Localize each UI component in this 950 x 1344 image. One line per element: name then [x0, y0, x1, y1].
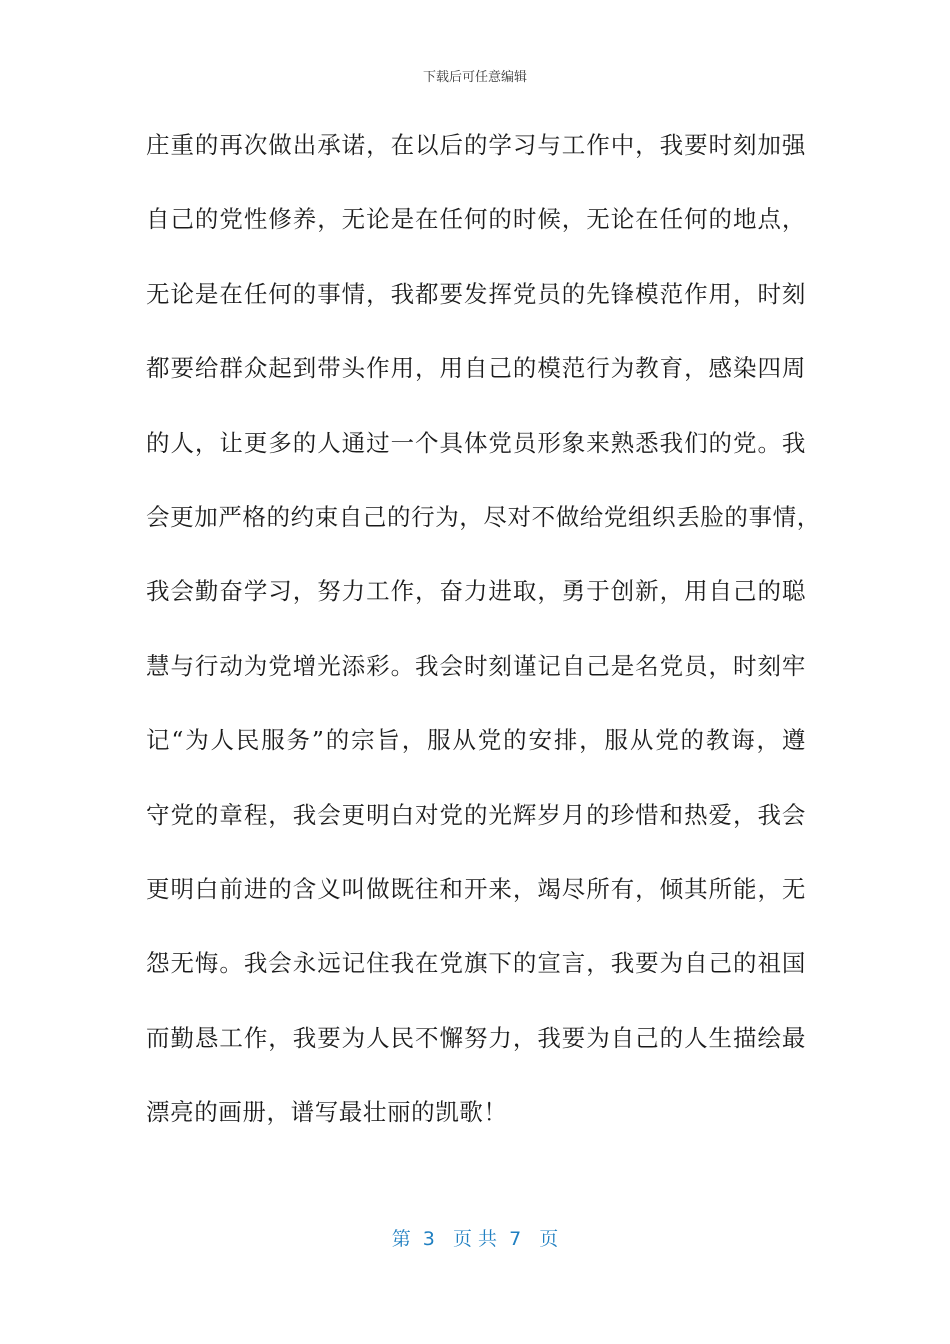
paragraph-line: 慧与行动为党增光添彩。我会时刻谨记自己是名党员，时刻牢 [146, 651, 806, 680]
paragraph-line: 都要给群众起到带头作用，用自己的模范行为教育，感染四周 [146, 354, 806, 383]
paragraph-line: 自己的党性修养，无论是在任何的时候，无论在任何的地点， [146, 205, 806, 234]
paragraph-line: 怨无悔。我会永远记住我在党旗下的宣言，我要为自己的祖国 [146, 949, 806, 978]
paragraph-line: 会更加严格的约束自己的行为，尽对不做给党组织丢脸的事情， [146, 502, 821, 531]
paragraph-line: 更明白前进的含义叫做既往和开来，竭尽所有，倾其所能，无 [146, 874, 806, 903]
paragraph-line: 我会勤奋学习，努力工作，奋力进取，勇于创新，用自己的聪 [146, 577, 806, 606]
paragraph-line: 守党的章程，我会更明白对党的光辉岁月的珍惜和热爱，我会 [146, 800, 806, 829]
paragraph-line: 庄重的再次做出承诺，在以后的学习与工作中，我要时刻加强 [146, 131, 806, 159]
page-number-footer: 第 3 页 共 7 页 [391, 1228, 559, 1250]
paragraph-line: 而勤恳工作，我要为人民不懈努力，我要为自己的人生描绘最 [146, 1023, 806, 1052]
paragraph-line: 的人，让更多的人通过一个具体党员形象来熟悉我们的党。我 [146, 428, 806, 457]
page-header: 下载后可任意编辑 [422, 70, 527, 85]
paragraph-line: 无论是在任何的事情，我都要发挥党员的先锋模范作用，时刻 [146, 279, 806, 308]
document-body [146, 122, 821, 1163]
paragraph-line: 记“为人民服务”的宗旨，服从党的安排，服从党的教诲，遵 [146, 726, 806, 755]
paragraph-line-last: 漂亮的画册，谱写最壮丽的凯歌！ [146, 1098, 508, 1127]
